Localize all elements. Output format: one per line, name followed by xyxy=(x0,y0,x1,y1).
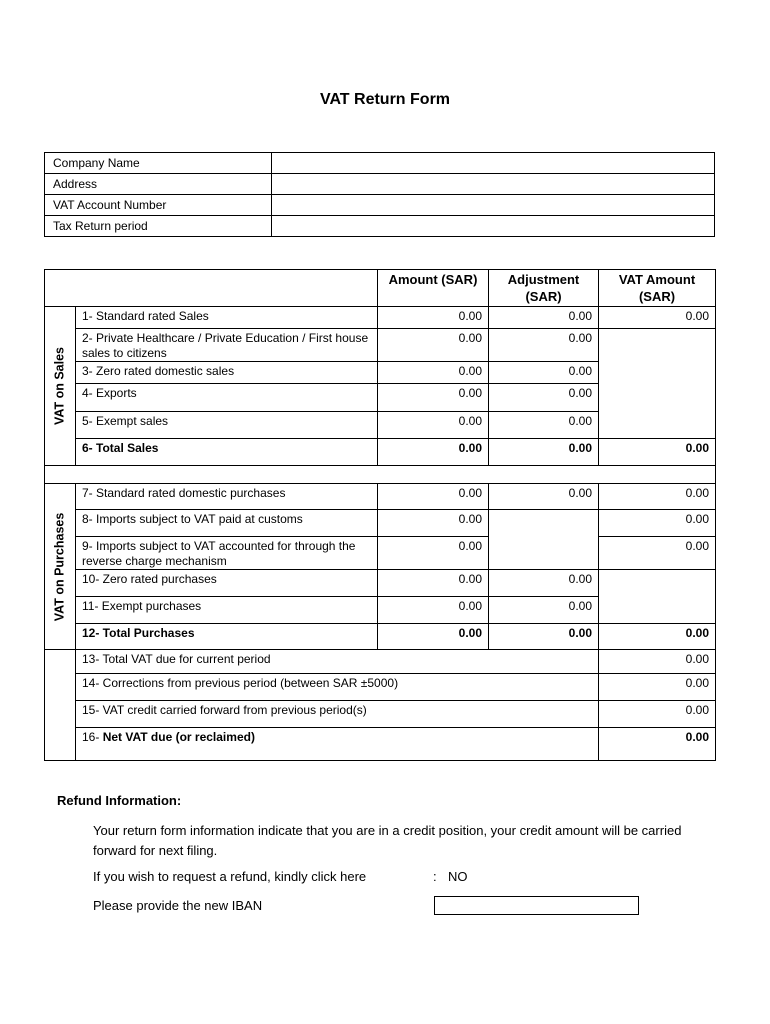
amount-value[interactable]: 0.00 xyxy=(378,570,489,597)
adjustment-header: Adjustment (SAR) xyxy=(489,270,599,307)
company-name-label: Company Name xyxy=(45,153,272,174)
row-label: 11- Exempt purchases xyxy=(76,597,378,624)
vat-amount-value: 0.00 xyxy=(599,650,716,674)
company-info-table xyxy=(44,152,715,237)
vat-amount-value[interactable]: 0.00 xyxy=(599,537,716,570)
address-label: Address xyxy=(45,174,272,195)
row-label: 13- Total VAT due for current period xyxy=(76,650,599,674)
row-label: 5- Exempt sales xyxy=(76,412,378,439)
row-label: 4- Exports xyxy=(76,384,378,412)
total-purchases-label: 12- Total Purchases xyxy=(76,624,378,650)
total-sales-amount: 0.00 xyxy=(378,439,489,466)
company-name-field[interactable] xyxy=(272,153,715,174)
row-label: 3- Zero rated domestic sales xyxy=(76,362,378,384)
row-label: 2- Private Healthcare / Private Education / First house sales to citizens xyxy=(76,329,378,362)
vat-amount-empty-cell xyxy=(599,329,716,439)
vat-amount-value[interactable]: 0.00 xyxy=(599,510,716,537)
page-title: VAT Return Form xyxy=(319,91,451,108)
amount-value[interactable]: 0.00 xyxy=(378,412,489,439)
row-label: 8- Imports subject to VAT paid at customs xyxy=(76,510,378,537)
adjustment-value[interactable]: 0.00 xyxy=(489,412,599,439)
purchases-section-label xyxy=(45,484,76,650)
adjustment-value[interactable]: 0.00 xyxy=(489,329,599,362)
amount-value[interactable]: 0.00 xyxy=(378,537,489,570)
refund-option-link[interactable]: NO xyxy=(448,869,468,884)
tax-return-period-label: Tax Return period xyxy=(45,216,272,237)
adjustment-value[interactable]: 0.00 xyxy=(489,484,599,510)
total-sales-vat: 0.00 xyxy=(599,439,716,466)
total-purchases-vat: 0.00 xyxy=(599,624,716,650)
amount-value[interactable]: 0.00 xyxy=(378,329,489,362)
adjustment-value[interactable]: 0.00 xyxy=(489,362,599,384)
total-sales-adjustment: 0.00 xyxy=(489,439,599,466)
row-label: 9- Imports subject to VAT accounted for through the reverse charge mechanism xyxy=(76,537,378,570)
vat-amount-value[interactable]: 0.00 xyxy=(599,674,716,701)
vat-on-sales-text: VAT on Sales xyxy=(52,346,67,426)
row-label: 15- VAT credit carried forward from previous period(s) xyxy=(76,701,599,728)
vat-amount-value[interactable]: 0.00 xyxy=(599,701,716,728)
total-purchases-adjustment: 0.00 xyxy=(489,624,599,650)
section-spacer xyxy=(45,466,716,484)
adjustment-value[interactable]: 0.00 xyxy=(489,597,599,624)
amount-header: Amount (SAR) xyxy=(378,270,489,307)
iban-input[interactable] xyxy=(434,896,639,915)
adjustment-value[interactable]: 0.00 xyxy=(489,307,599,329)
vat-return-table xyxy=(44,269,716,761)
vat-amount-value[interactable]: 0.00 xyxy=(599,307,716,329)
net-vat-text: Net VAT due (or reclaimed) xyxy=(102,730,255,744)
adjustment-value[interactable]: 0.00 xyxy=(489,570,599,597)
amount-value[interactable]: 0.00 xyxy=(378,510,489,537)
iban-label: Please provide the new IBAN xyxy=(93,898,263,913)
address-field[interactable] xyxy=(272,174,715,195)
vat-amount-empty-cell xyxy=(599,570,716,624)
amount-value[interactable]: 0.00 xyxy=(378,484,489,510)
vat-amount-header: VAT Amount (SAR) xyxy=(599,270,716,307)
total-purchases-amount: 0.00 xyxy=(378,624,489,650)
total-sales-label: 6- Total Sales xyxy=(76,439,378,466)
refund-heading: Refund Information: xyxy=(57,793,182,808)
row-label: 14- Corrections from previous period (between SAR ±5000) xyxy=(76,674,599,701)
row-label: 1- Standard rated Sales xyxy=(76,307,378,329)
adjustment-empty-cell xyxy=(489,510,599,570)
tax-return-period-field[interactable] xyxy=(272,216,715,237)
amount-value[interactable]: 0.00 xyxy=(378,307,489,329)
vat-account-number-label: VAT Account Number xyxy=(45,195,272,216)
net-vat-due-value: 0.00 xyxy=(599,728,716,761)
vat-on-purchases-text: VAT on Purchases xyxy=(52,512,67,621)
summary-side-cell xyxy=(45,650,76,761)
header-blank-cell xyxy=(45,270,378,307)
refund-request-prompt: If you wish to request a refund, kindly click here xyxy=(93,869,367,884)
adjustment-value[interactable]: 0.00 xyxy=(489,384,599,412)
vat-account-number-field[interactable] xyxy=(272,195,715,216)
amount-value[interactable]: 0.00 xyxy=(378,362,489,384)
amount-value[interactable]: 0.00 xyxy=(378,597,489,624)
row-label: 10- Zero rated purchases xyxy=(76,570,378,597)
amount-value[interactable]: 0.00 xyxy=(378,384,489,412)
row-label: 7- Standard rated domestic purchases xyxy=(76,484,378,510)
net-vat-prefix: 16- xyxy=(82,730,100,744)
vat-amount-value[interactable]: 0.00 xyxy=(599,484,716,510)
net-vat-due-label xyxy=(76,728,599,761)
sales-section-label xyxy=(45,307,76,466)
refund-message: Your return form information indicate that you are in a credit position, your credit amount will be carried forward for next filing. xyxy=(93,823,682,858)
refund-colon: : xyxy=(433,869,437,884)
